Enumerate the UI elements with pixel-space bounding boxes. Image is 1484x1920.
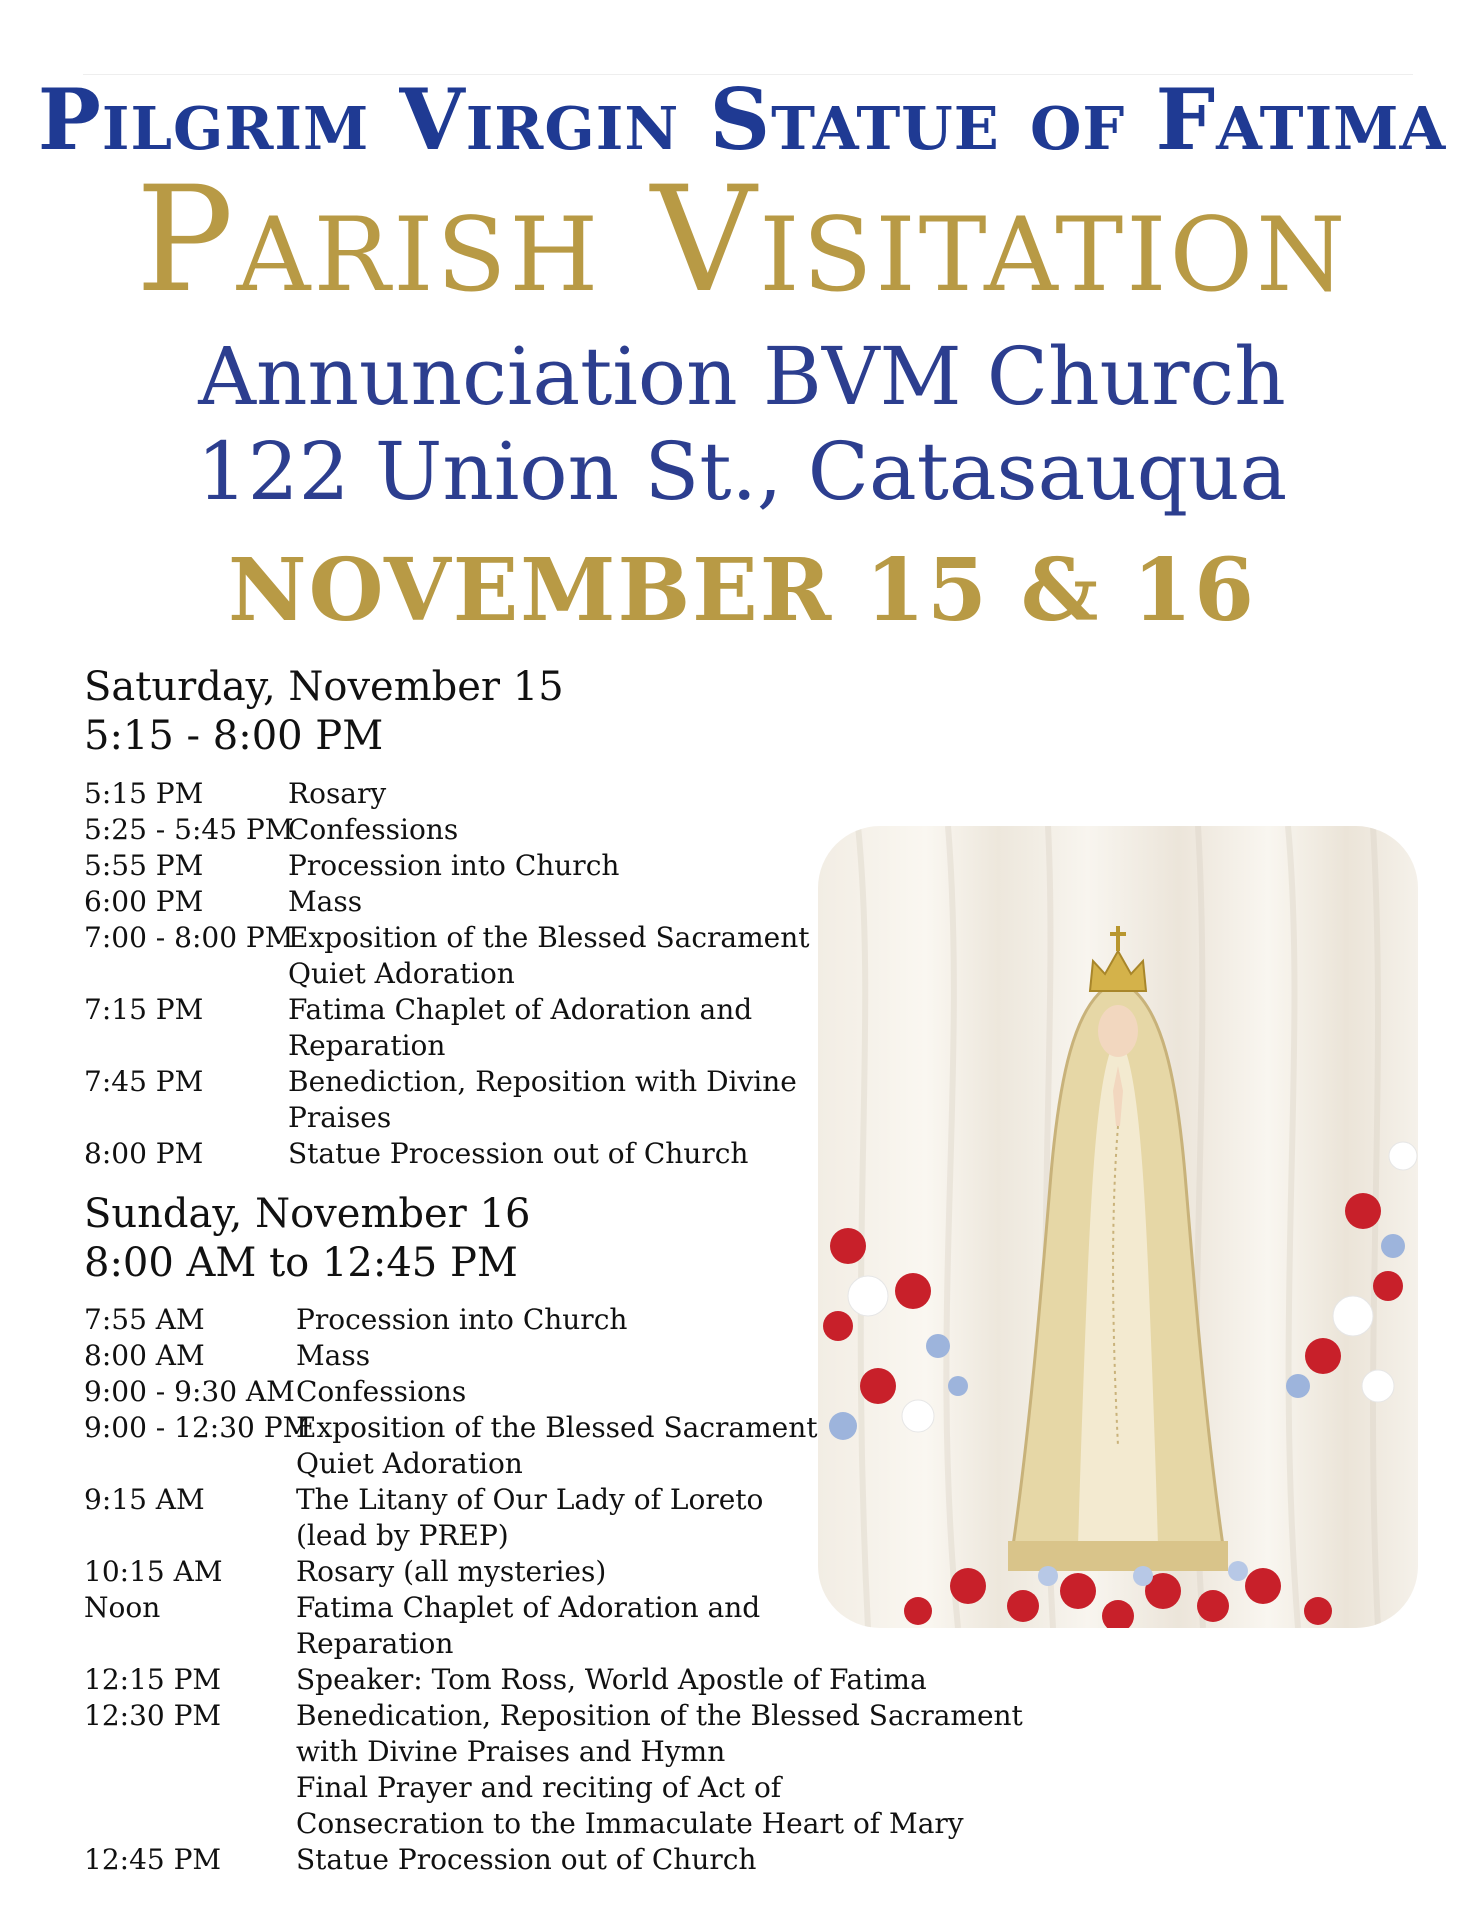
- schedule-activity: Speaker: Tom Ross, World Apostle of Fatima: [296, 1663, 927, 1696]
- event-dates: NOVEMBER 15 & 16: [227, 540, 1256, 641]
- church-name: Annunciation BVM Church: [198, 330, 1286, 423]
- schedule-time: 9:00 - 12:30 PM: [84, 1411, 312, 1444]
- schedule-time: 6:00 PM: [84, 885, 204, 918]
- schedule-activity: Procession into Church: [296, 1303, 628, 1336]
- sunday-hours: 8:00 AM to 12:45 PM: [84, 1240, 518, 1286]
- title-line-2: Parish Visitation: [135, 155, 1349, 325]
- schedule-time: Noon: [84, 1591, 161, 1624]
- schedule-time: 9:00 - 9:30 AM: [84, 1375, 295, 1408]
- schedule-activity: with Divine Praises and Hymn: [296, 1735, 726, 1768]
- schedule-activity: Reparation: [296, 1627, 454, 1660]
- schedule-time: 7:45 PM: [84, 1065, 204, 1098]
- schedule-activity: Consecration to the Immaculate Heart of Mary: [296, 1807, 964, 1840]
- schedule-time: 5:25 - 5:45 PM: [84, 813, 294, 846]
- statue-photo: [818, 826, 1418, 1628]
- schedule-time: 8:00 PM: [84, 1137, 204, 1170]
- title-line-1: Pilgrim Virgin Statue of Fatima: [37, 70, 1447, 169]
- schedule-activity: Benedication, Reposition of the Blessed Sacrament: [296, 1699, 1023, 1732]
- schedule-time: 12:45 PM: [84, 1843, 222, 1876]
- schedule-activity: Mass: [288, 885, 363, 918]
- saturday-hours: 5:15 - 8:00 PM: [84, 713, 384, 759]
- schedule-activity: Rosary: [288, 777, 387, 810]
- schedule-activity: Mass: [296, 1339, 371, 1372]
- schedule-time: 10:15 AM: [84, 1555, 223, 1588]
- schedule-activity: Statue Procession out of Church: [288, 1137, 749, 1170]
- schedule-activity: (lead by PREP): [296, 1519, 509, 1552]
- church-address: 122 Union St., Catasauqua: [196, 425, 1288, 518]
- schedule-time: 7:15 PM: [84, 993, 204, 1026]
- schedule-activity: Exposition of the Blessed Sacrament: [296, 1411, 818, 1444]
- schedule-activity: Praises: [288, 1101, 392, 1134]
- schedule-activity: Confessions: [288, 813, 459, 846]
- schedule-activity: Statue Procession out of Church: [296, 1843, 757, 1876]
- schedule-activity: Rosary (all mysteries): [296, 1555, 607, 1588]
- schedule-time: 5:55 PM: [84, 849, 204, 882]
- schedule-activity: Final Prayer and reciting of Act of: [296, 1771, 782, 1804]
- schedule-time: 8:00 AM: [84, 1339, 205, 1372]
- schedule-activity: Quiet Adoration: [296, 1447, 523, 1480]
- schedule-time: 7:00 - 8:00 PM: [84, 921, 294, 954]
- schedule-time: 5:15 PM: [84, 777, 204, 810]
- schedule-activity: Fatima Chaplet of Adoration and: [296, 1591, 761, 1624]
- schedule-time: 12:30 PM: [84, 1699, 222, 1732]
- sunday-heading: Sunday, November 16: [84, 1191, 531, 1237]
- schedule-activity: Quiet Adoration: [288, 957, 515, 990]
- schedule-activity: Fatima Chaplet of Adoration and: [288, 993, 753, 1026]
- schedule-activity: Reparation: [288, 1029, 446, 1062]
- schedule-time: 12:15 PM: [84, 1663, 222, 1696]
- schedule-activity: Benediction, Reposition with Divine: [288, 1065, 797, 1098]
- saturday-heading: Saturday, November 15: [84, 664, 564, 710]
- statue-illustration: [818, 826, 1418, 1628]
- schedule-activity: The Litany of Our Lady of Loreto: [296, 1483, 764, 1516]
- schedule-activity: Confessions: [296, 1375, 467, 1408]
- schedule-time: 9:15 AM: [84, 1483, 205, 1516]
- schedule-activity: Exposition of the Blessed Sacrament: [288, 921, 810, 954]
- schedule-time: 7:55 AM: [84, 1303, 205, 1336]
- schedule-activity: Procession into Church: [288, 849, 620, 882]
